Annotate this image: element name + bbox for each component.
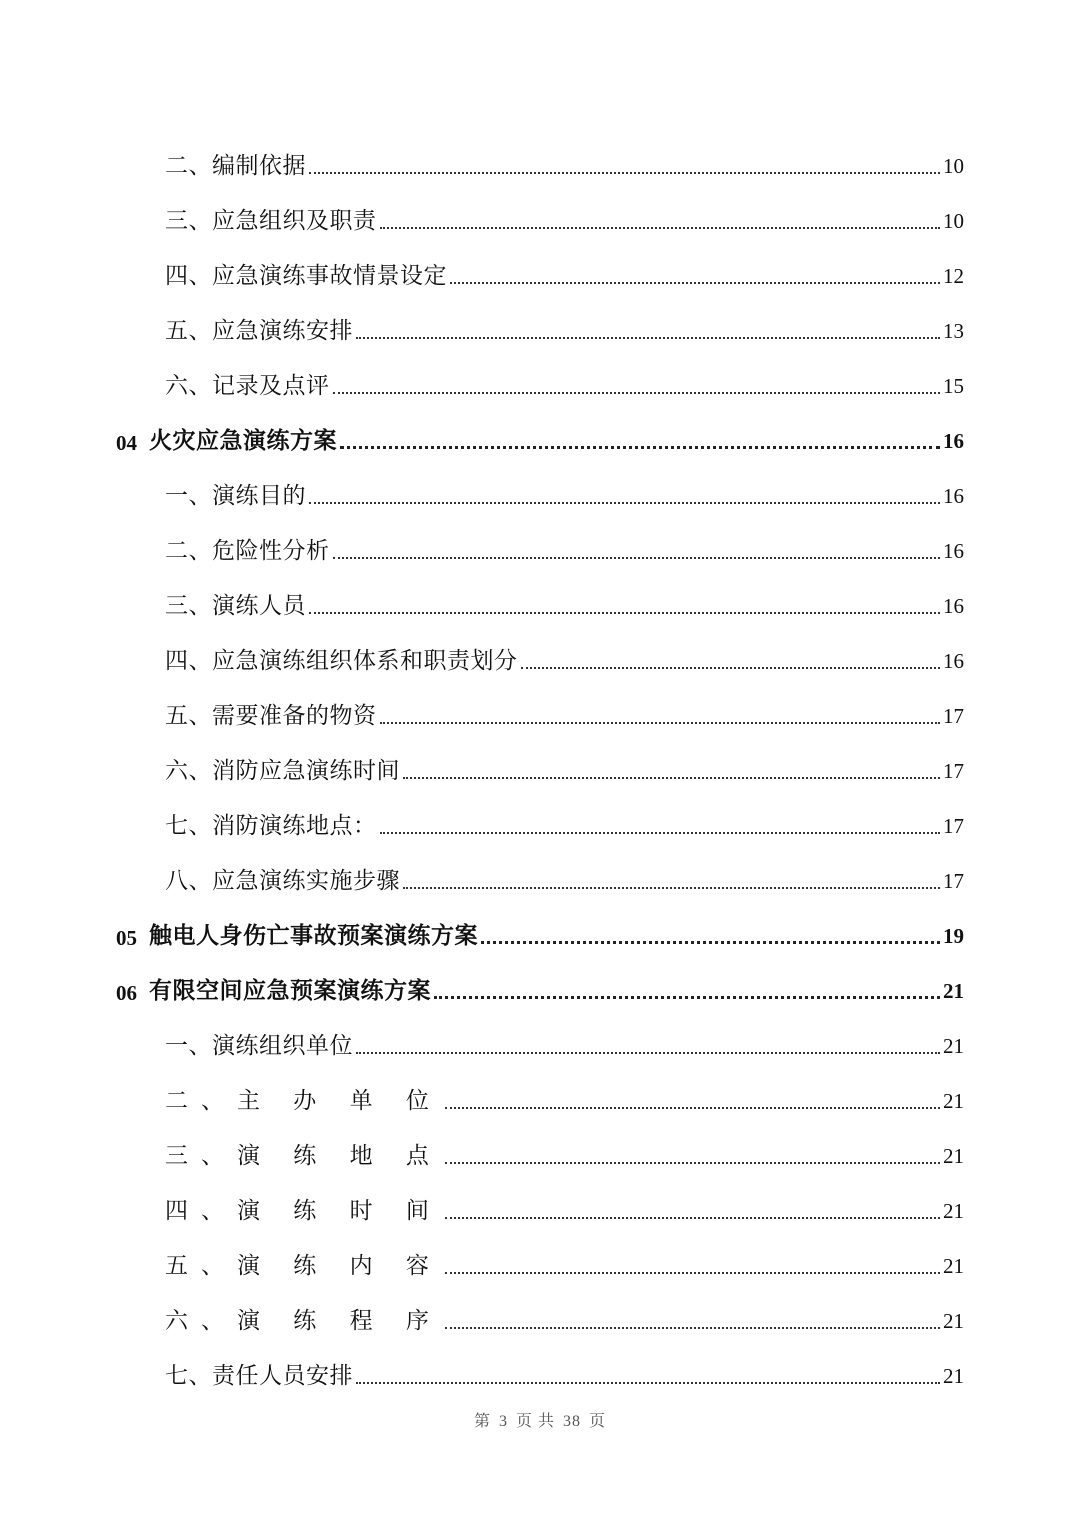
toc-dot-leader: [445, 1217, 940, 1219]
toc-dot-leader: [309, 172, 940, 174]
toc-entry[interactable]: [165, 801, 964, 841]
toc-dot-leader: [309, 612, 940, 614]
toc-entry-page: 10: [943, 154, 964, 178]
toc-dot-leader: [445, 1107, 940, 1109]
toc-entry[interactable]: [165, 526, 964, 566]
toc-dot-leader: [380, 722, 941, 724]
toc-entry-page: 16: [943, 594, 964, 618]
toc-entry-page: 21: [943, 1199, 964, 1223]
toc-entry-page: 21: [943, 1144, 964, 1168]
toc-entry-title: 五、演 练 内 容: [165, 1253, 442, 1279]
toc-entry-title: 触电人身伤亡事故预案演练方案: [149, 923, 478, 949]
toc-dot-leader: [450, 282, 940, 284]
toc-entry-page: 17: [943, 814, 964, 838]
toc-dot-leader: [356, 1052, 940, 1054]
toc-entry[interactable]: [165, 1186, 964, 1226]
toc-entry-title: 四、应急演练事故情景设定: [165, 263, 447, 289]
toc-entry-page: 19: [943, 924, 964, 948]
toc-entry-page: 16: [943, 539, 964, 563]
toc-entry[interactable]: [165, 1021, 964, 1061]
page-footer: [0, 1408, 1080, 1431]
toc-entry-title: 一、演练目的: [165, 483, 306, 509]
toc-dot-leader: [356, 1382, 940, 1384]
toc-entry[interactable]: [165, 196, 964, 236]
toc-entry-page: 16: [943, 649, 964, 673]
toc-entry-title: 二、危险性分析: [165, 538, 330, 564]
toc-dot-leader: [340, 446, 940, 449]
toc-entry-page: 12: [943, 264, 964, 288]
toc-dot-leader: [380, 227, 941, 229]
footer-middle: 页 共: [515, 1413, 555, 1430]
toc-entry[interactable]: [165, 691, 964, 731]
toc-dot-leader: [403, 777, 940, 779]
toc-dot-leader: [481, 941, 940, 944]
toc-section-entry[interactable]: [116, 911, 964, 951]
toc-section-entry[interactable]: [116, 966, 964, 1006]
toc-entry-page: 21: [943, 1254, 964, 1278]
toc-entry-page: 10: [943, 209, 964, 233]
toc-entry-title: 七、消防演练地点：: [165, 813, 377, 839]
toc-entry-page: 13: [943, 319, 964, 343]
toc-entry-page: 21: [943, 1309, 964, 1333]
toc-entry-page: 17: [943, 704, 964, 728]
toc-entry-title: 五、应急演练安排: [165, 318, 353, 344]
toc-entry[interactable]: [165, 581, 964, 621]
toc-entry-title: 二、主 办 单 位: [165, 1088, 442, 1114]
toc-entry-title: 六、消防应急演练时间: [165, 758, 400, 784]
toc-dot-leader: [333, 392, 941, 394]
toc-section-entry[interactable]: [116, 416, 964, 456]
toc-dot-leader: [309, 502, 940, 504]
toc-dot-leader: [356, 337, 940, 339]
toc-entry[interactable]: [165, 306, 964, 346]
toc-entry-title: 五、需要准备的物资: [165, 703, 377, 729]
footer-current-page: 3: [498, 1413, 508, 1430]
toc-entry[interactable]: [165, 1076, 964, 1116]
toc-section-number: 06: [116, 981, 137, 1005]
toc-section-number: 04: [116, 431, 137, 455]
toc-entry[interactable]: [165, 251, 964, 291]
toc-dot-leader: [521, 667, 941, 669]
toc-entry-title: 二、编制依据: [165, 153, 306, 179]
toc-entry-title: 火灾应急演练方案: [149, 428, 337, 454]
footer-prefix: 第: [473, 1413, 491, 1430]
toc-dot-leader: [445, 1162, 940, 1164]
toc-entry[interactable]: [165, 1241, 964, 1281]
toc-dot-leader: [445, 1327, 940, 1329]
footer-suffix: 页: [589, 1413, 607, 1430]
toc-entry-page: 16: [943, 429, 964, 453]
toc-dot-leader: [403, 887, 940, 889]
toc-entry[interactable]: [165, 636, 964, 676]
toc-entry-page: 21: [943, 1364, 964, 1388]
toc-entry[interactable]: [165, 361, 964, 401]
toc-dot-leader: [445, 1272, 940, 1274]
toc-entry-title: 四、演 练 时 间: [165, 1198, 442, 1224]
toc-entry[interactable]: [165, 1131, 964, 1171]
toc-dot-leader: [434, 996, 940, 999]
toc-entry[interactable]: [165, 1351, 964, 1391]
toc-entry-title: 一、演练组织单位: [165, 1033, 353, 1059]
toc-entry-page: 17: [943, 869, 964, 893]
toc-entry-title: 四、应急演练组织体系和职责划分: [165, 648, 518, 674]
toc-entry[interactable]: [165, 856, 964, 896]
toc-entry-title: 三、演 练 地 点: [165, 1143, 442, 1169]
toc-entry-page: 21: [943, 1034, 964, 1058]
toc-entry[interactable]: [165, 141, 964, 181]
toc-entry-page: 16: [943, 484, 964, 508]
toc-entry-page: 21: [943, 1089, 964, 1113]
toc-section-number: 05: [116, 926, 137, 950]
footer-total-pages: 38: [563, 1413, 581, 1430]
toc-entry-title: 八、应急演练实施步骤: [165, 868, 400, 894]
toc-entry-page: 17: [943, 759, 964, 783]
toc-entry-title: 六、演 练 程 序: [165, 1308, 442, 1334]
toc-entry-page: 15: [943, 374, 964, 398]
toc-entry-page: 21: [943, 979, 964, 1003]
toc-entry-title: 有限空间应急预案演练方案: [149, 978, 431, 1004]
toc-entry-title: 七、责任人员安排: [165, 1363, 353, 1389]
toc-entry-title: 六、记录及点评: [165, 373, 330, 399]
toc-entry-title: 三、应急组织及职责: [165, 208, 377, 234]
toc-entry-title: 三、演练人员: [165, 593, 306, 619]
toc-entry[interactable]: [165, 471, 964, 511]
toc-dot-leader: [333, 557, 941, 559]
toc-dot-leader: [380, 832, 941, 834]
toc-entry[interactable]: [165, 1296, 964, 1336]
toc-entry[interactable]: [165, 746, 964, 786]
